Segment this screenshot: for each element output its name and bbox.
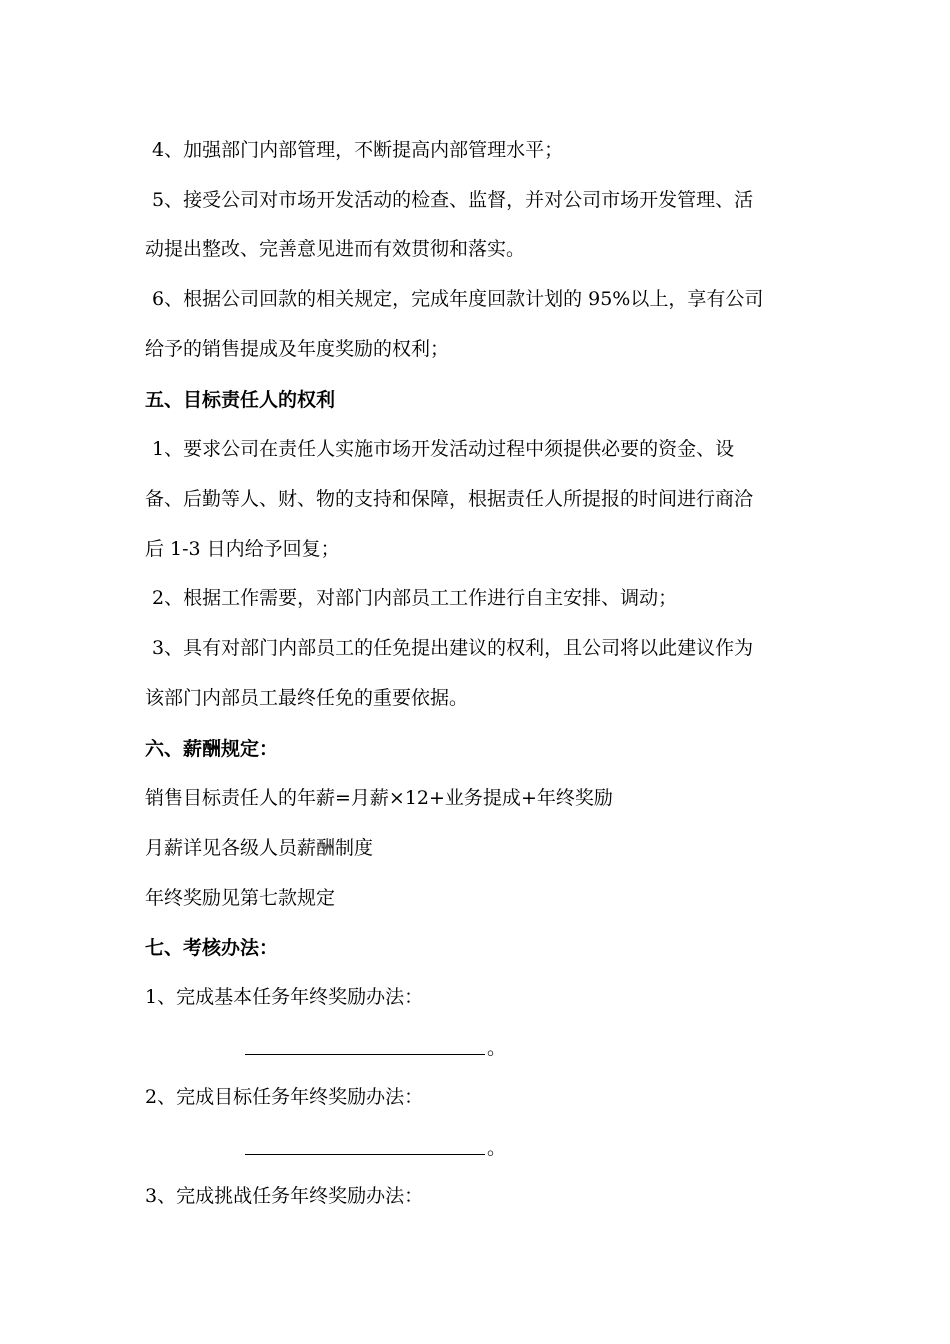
assessment-item-2: 2、完成目标任务年终奖励办法： (145, 1086, 424, 1108)
salary-formula: 销售目标责任人的年薪=月薪×12+业务提成+年终奖励 (145, 787, 613, 809)
rights-item-3: 3、具有对部门内部员工的任免提出建议的权利，且公司将以此建议作为 (152, 637, 754, 659)
duty-item-6-cont: 给予的销售提成及年度奖励的权利； (145, 338, 450, 360)
duty-item-5: 5、接受公司对市场开发活动的检查、监督，并对公司市场开发管理、活 (152, 189, 754, 211)
assessment-blank-1[interactable] (245, 1054, 485, 1055)
section-heading-rights: 五、目标责任人的权利 (145, 389, 336, 411)
duty-item-6: 6、根据公司回款的相关规定，完成年度回款计划的 95%以上，享有公司 (152, 288, 764, 310)
duty-item-5-cont: 动提出整改、完善意见进而有效贯彻和落实。 (145, 238, 526, 260)
rights-item-2: 2、根据工作需要，对部门内部员工工作进行自主安排、调动； (152, 587, 678, 609)
duty-item-4: 4、加强部门内部管理，不断提高内部管理水平； (152, 139, 564, 161)
section-heading-salary: 六、薪酬规定： (145, 738, 279, 760)
assessment-blank-1-period: 。 (487, 1037, 507, 1059)
rights-item-1-cont: 备、后勤等人、财、物的支持和保障，根据责任人所提报的时间进行商洽 (145, 488, 754, 510)
salary-bonus-ref: 年终奖励见第七款规定 (145, 887, 336, 909)
rights-item-3-cont: 该部门内部员工最终任免的重要依据。 (145, 687, 469, 709)
assessment-blank-2[interactable] (245, 1154, 485, 1155)
assessment-blank-2-period: 。 (487, 1137, 507, 1159)
section-heading-assessment: 七、考核办法： (145, 937, 279, 959)
assessment-item-3: 3、完成挑战任务年终奖励办法： (145, 1185, 424, 1207)
rights-item-1-cont2: 后 1-3 日内给予回复； (145, 538, 340, 560)
salary-monthly: 月薪详见各级人员薪酬制度 (145, 837, 374, 859)
assessment-item-1: 1、完成基本任务年终奖励办法： (145, 986, 424, 1008)
rights-item-1: 1、要求公司在责任人实施市场开发活动过程中须提供必要的资金、设 (152, 438, 735, 460)
